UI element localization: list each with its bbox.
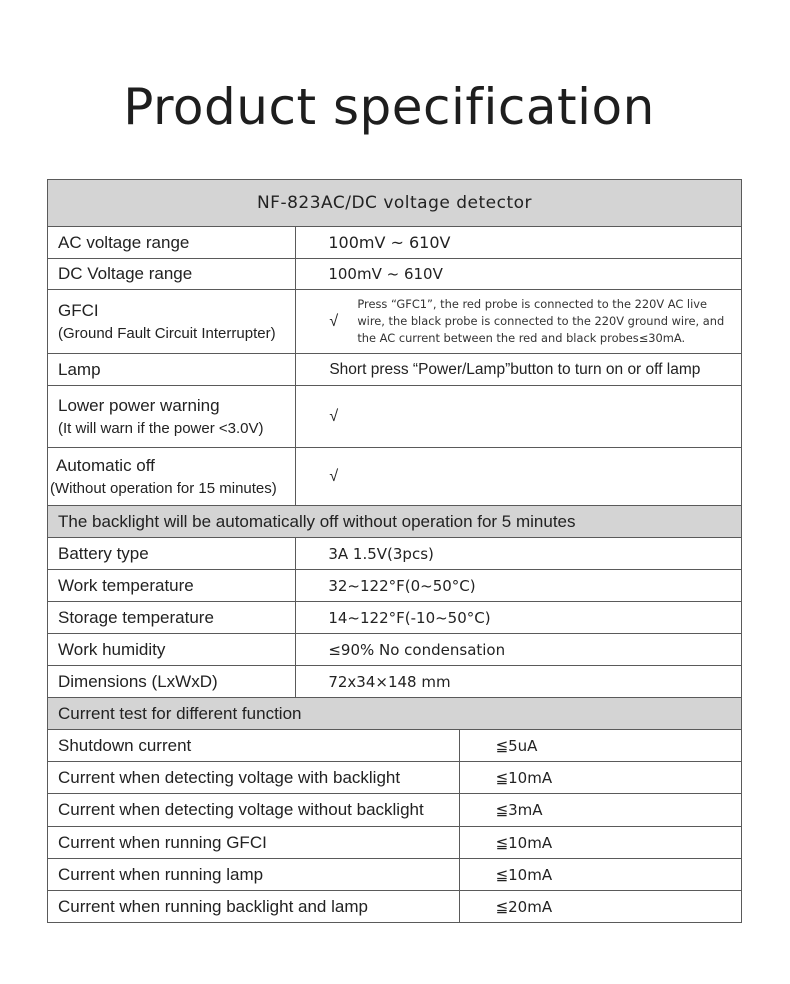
table-row [48, 762, 742, 794]
spec-value: Short press “Power/Lamp”button to turn on or off lamp [296, 354, 742, 386]
table-row [48, 794, 742, 827]
table-row [48, 448, 742, 506]
table-row [48, 290, 742, 354]
check-icon: √ [329, 408, 339, 426]
spec-value: 72x34×148 mm [296, 666, 742, 698]
current-label: Current when running GFCI [48, 827, 460, 859]
check-icon: √ [329, 468, 339, 486]
table-row [48, 634, 742, 666]
table-row [48, 827, 742, 859]
table-header: NF-823AC/DC voltage detector [48, 180, 742, 227]
spec-value: 32~122°F(0~50°C) [296, 570, 742, 602]
table-header-row [48, 180, 742, 227]
current-label: Shutdown current [48, 730, 460, 762]
current-label: Current when detecting voltage without backlight [48, 794, 460, 827]
spec-value: 14~122°F(-10~50°C) [296, 602, 742, 634]
table-row [48, 354, 742, 386]
current-value: ≦10mA [459, 762, 741, 794]
spec-label: Work humidity [48, 634, 296, 666]
spec-value [296, 448, 742, 506]
table-row [48, 570, 742, 602]
lower-power-label: Lower power warning [58, 396, 220, 415]
current-section-title: Current test for different function [48, 698, 742, 730]
spec-label: Storage temperature [48, 602, 296, 634]
spec-label [48, 448, 296, 506]
table-row [48, 602, 742, 634]
spec-label [48, 290, 296, 354]
lower-power-sub-label: (It will warn if the power <3.0V) [58, 420, 264, 437]
gfci-note: Press “GFC1”, the red probe is connected to the 220V AC live wire, the black probe is connected to the 220V ground wire, and the AC current between the red and black probes≤30mA. [357, 297, 725, 345]
auto-off-sub-label: (Without operation for 15 minutes) [50, 480, 277, 497]
spec-value [296, 290, 742, 354]
table-row [48, 859, 742, 891]
current-label: Current when running lamp [48, 859, 460, 891]
table-row [48, 386, 742, 448]
table-row [48, 730, 742, 762]
check-icon: √ [329, 312, 339, 330]
current-label: Current when running backlight and lamp [48, 891, 460, 923]
spec-table [47, 179, 742, 923]
current-label: Current when detecting voltage with backlight [48, 762, 460, 794]
spec-label: DC Voltage range [48, 259, 296, 290]
spec-label: Work temperature [48, 570, 296, 602]
section-row [48, 698, 742, 730]
backlight-note: The backlight will be automatically off without operation for 5 minutes [48, 506, 742, 538]
spec-label: Dimensions (LxWxD) [48, 666, 296, 698]
spec-label: Lamp [48, 354, 296, 386]
spec-label: AC voltage range [48, 227, 296, 259]
spec-label [48, 386, 296, 448]
spec-value: 100mV ~ 610V [296, 259, 742, 290]
current-value: ≦20mA [459, 891, 741, 923]
section-row [48, 506, 742, 538]
table-row [48, 538, 742, 570]
spec-value: 3A 1.5V(3pcs) [296, 538, 742, 570]
table-row [48, 227, 742, 259]
gfci-sub-label: (Ground Fault Circuit Interrupter) [58, 325, 276, 342]
spec-label: Battery type [48, 538, 296, 570]
table-row [48, 891, 742, 923]
table-row [48, 259, 742, 290]
current-value: ≦10mA [459, 859, 741, 891]
spec-value: 100mV ~ 610V [296, 227, 742, 259]
spec-value [296, 386, 742, 448]
current-value: ≦5uA [459, 730, 741, 762]
auto-off-label: Automatic off [56, 456, 155, 475]
current-value: ≦10mA [459, 827, 741, 859]
gfci-label: GFCI [58, 301, 99, 320]
current-value: ≦3mA [459, 794, 741, 827]
table-row [48, 666, 742, 698]
page-title: Product specification [123, 78, 655, 136]
spec-value: ≤90% No condensation [296, 634, 742, 666]
